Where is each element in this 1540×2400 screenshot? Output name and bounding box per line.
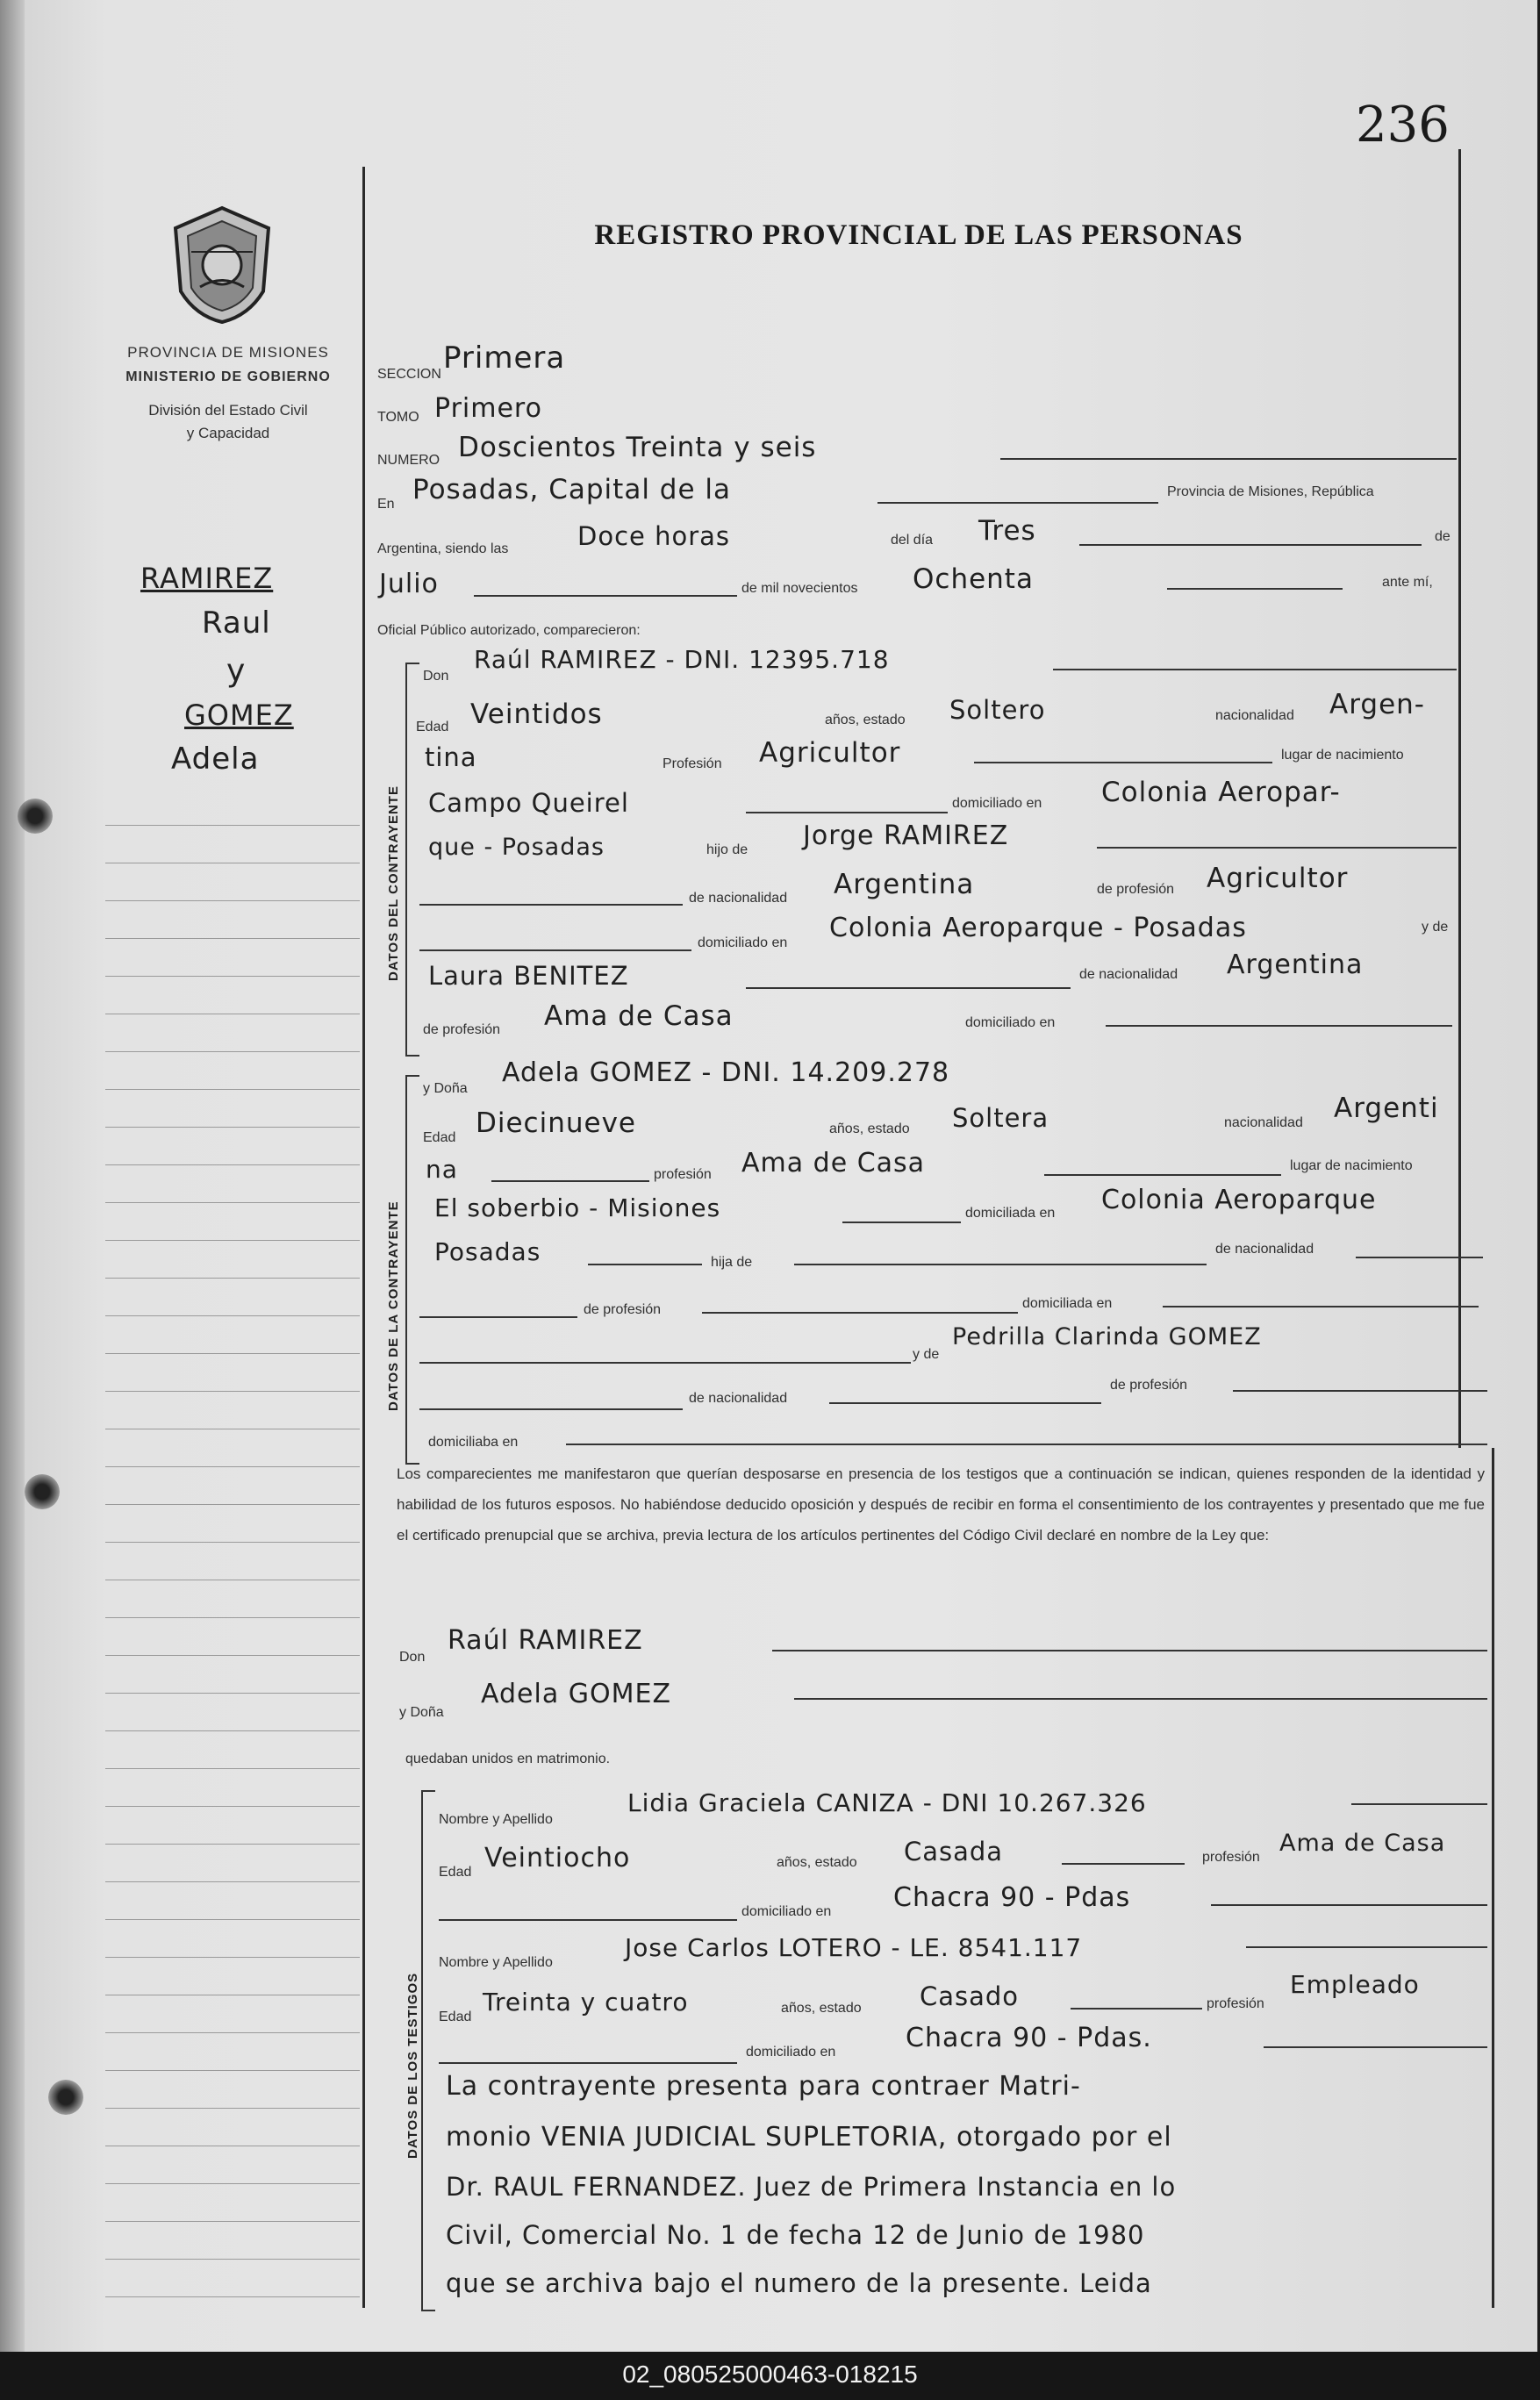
w2-profesion: Empleado (1290, 1970, 1420, 1999)
w2-dom-line-pre (439, 2062, 737, 2064)
margin-ruled-line (105, 900, 360, 901)
w2-dom-label: domiciliado en (746, 2045, 836, 2060)
footer-bar (0, 2352, 1540, 2400)
dona-final: Adela GOMEZ (481, 1679, 672, 1709)
groom-madre-nac: Argentina (1227, 949, 1364, 980)
groom-anos-label: años, estado (825, 713, 906, 727)
groom-edad-label: Edad (416, 720, 449, 734)
margin-ruled-line (105, 1542, 360, 1543)
groom-name-line (1053, 669, 1457, 670)
groom-y-de-label: y de (1422, 920, 1449, 935)
bride-madre: Pedrilla Clarinda GOMEZ (952, 1323, 1262, 1350)
groom-padre-prof-label: de profesión (1097, 882, 1175, 897)
bride-madre-dom-line (566, 1444, 1487, 1445)
division-label: División del Estado Civil (148, 402, 308, 419)
don-final-line (772, 1650, 1487, 1651)
groom-nac-2: tina (425, 742, 477, 772)
margin-ruled-line (105, 1693, 360, 1694)
w1-nombre-label: Nombre y Apellido (439, 1812, 553, 1827)
ante-mi-label: ante mí, (1382, 575, 1433, 590)
groom-domicilio-1: Colonia Aeropar- (1101, 777, 1341, 808)
w2-edad: Treinta y cuatro (483, 1988, 689, 2017)
bride-padre-prof-line2 (702, 1312, 1018, 1314)
bride-madre-prof-label: de profesión (1110, 1378, 1188, 1393)
margin-surname-1: RAMIREZ (140, 562, 274, 595)
oficial-label: Oficial Público autorizado, comparecieron: (377, 623, 641, 638)
margin-ruled-line (105, 1466, 360, 1467)
groom-padre-nac-line (419, 904, 683, 906)
margin-ruled-line (105, 938, 360, 939)
registry-title: REGISTRO PROVINCIAL DE LAS PERSONAS (594, 219, 1243, 251)
margin-name-2: Adela (171, 741, 260, 777)
bride-padre-prof-line (419, 1316, 577, 1318)
groom-hijo-label: hijo de (706, 842, 749, 857)
w2-nombre: Jose Carlos LOTERO - LE. 8541.117 (625, 1933, 1083, 1962)
margin-ruled-line (105, 1919, 360, 1920)
groom-estado: Soltero (949, 695, 1046, 725)
margin-ruled-line (105, 2259, 360, 2260)
bride-madre-line-pre (419, 1362, 911, 1364)
lugar-line (877, 502, 1158, 504)
w2-edad-label: Edad (439, 2010, 472, 2024)
groom-name: Raúl RAMIREZ - DNI. 12395.718 (474, 645, 890, 674)
w1-dom-line (1211, 1904, 1487, 1906)
w2-anos-label: años, estado (781, 2001, 862, 2016)
tomo-label: TOMO (377, 410, 419, 425)
margin-ruled-line (105, 1240, 360, 1241)
punch-hole (18, 799, 53, 834)
margin-ruled-line (105, 1617, 360, 1618)
w1-estado: Casada (904, 1837, 1004, 1866)
bride-edad: Diecinueve (476, 1107, 636, 1139)
image-code: 02_080525000463-018215 (622, 2361, 918, 2388)
margin-ruled-line (105, 1655, 360, 1656)
dia-line (1079, 544, 1422, 546)
bride-padre-dom-line (1163, 1306, 1479, 1307)
bride-nac-1: Argenti (1334, 1093, 1439, 1124)
witnesses-section-label: DATOS DE LOS TESTIGOS (405, 1972, 420, 2159)
margin-ruled-line (105, 2221, 360, 2222)
del-dia-label: del día (891, 533, 934, 548)
groom-domicilio-2: que - Posadas (428, 834, 605, 861)
groom-section-label: DATOS DEL CONTRAYENTE (386, 785, 401, 981)
groom-profesion: Agricultor (759, 737, 901, 769)
groom-lugar-nac: Campo Queirel (428, 788, 629, 818)
groom-padre-nac-label: de nacionalidad (689, 891, 788, 906)
w1-nombre: Lidia Graciela CANIZA - DNI 10.267.326 (627, 1788, 1147, 1817)
argentina-siendo-label: Argentina, siendo las (377, 541, 509, 556)
groom-padre-dom: Colonia Aeroparque - Posadas (829, 913, 1247, 943)
groom-padre: Jorge RAMIREZ (803, 820, 1009, 851)
bride-nac-label: nacionalidad (1224, 1115, 1303, 1130)
margin-ruled-line (105, 1315, 360, 1316)
margin-ruled-line (105, 825, 360, 826)
margin-ruled-line (105, 2183, 360, 2184)
don-label: Don (423, 669, 449, 684)
tomo-value: Primero (434, 393, 542, 424)
margin-ruled-line (105, 1768, 360, 1769)
margin-ruled-line (105, 1391, 360, 1392)
provincia-label: Provincia de Misiones, República (1167, 484, 1374, 499)
w1-domicilio: Chacra 90 - Pdas (893, 1882, 1131, 1913)
w1-estado-line (1062, 1863, 1185, 1865)
groom-madre-prof: Ama de Casa (544, 1000, 734, 1032)
note-line-4: Civil, Comercial No. 1 de fecha 12 de Junio de 1980 (446, 2220, 1145, 2250)
groom-padre-line (1097, 847, 1457, 849)
groom-padre-nac: Argentina (834, 869, 975, 900)
bride-domiciliada-label: domiciliada en (965, 1206, 1056, 1221)
dona-final-line (794, 1698, 1487, 1700)
bride-padre-nac-label: de nacionalidad (1215, 1242, 1314, 1257)
margin-ruled-line (105, 1164, 360, 1165)
w1-prof-label: profesión (1202, 1850, 1260, 1865)
quedaban-label: quedaban unidos en matrimonio. (405, 1752, 611, 1766)
mes-value: Julio (379, 569, 439, 599)
horas-value: Doce horas (577, 521, 731, 551)
bride-edad-label: Edad (423, 1130, 456, 1145)
ministry-label: MINISTERIO DE GOBIERNO (125, 369, 331, 384)
bride-madre-nac-line2 (829, 1402, 1101, 1404)
bride-dom2-line (588, 1264, 702, 1265)
bride-madre-dom-label: domiciliaba en (428, 1435, 519, 1450)
margin-ruled-line (105, 2070, 360, 2071)
margin-ruled-line (105, 1051, 360, 1052)
numero-label: NUMERO (377, 453, 441, 468)
note-line-3: Dr. RAUL FERNANDEZ. Juez de Primera Instancia en lo (446, 2172, 1177, 2202)
w2-prof-label: profesión (1207, 1996, 1264, 2011)
bride-lugar-label: lugar de nacimiento (1290, 1158, 1413, 1173)
bride-lugar-line (842, 1221, 961, 1223)
w1-dom-line-pre (439, 1919, 737, 1921)
mes-line (474, 595, 737, 597)
groom-lugar-line (746, 812, 948, 813)
margin-ruled-line (105, 1353, 360, 1354)
margin-ruled-line (105, 2032, 360, 2033)
groom-madre-nac-label: de nacionalidad (1079, 967, 1178, 982)
groom-madre-line (746, 987, 1071, 989)
groom-madre-dom-label: domiciliado en (965, 1015, 1056, 1030)
province-seal-icon (165, 204, 279, 326)
bride-estado: Soltera (952, 1103, 1049, 1133)
w1-profesion: Ama de Casa (1279, 1830, 1446, 1857)
capacity-label: y Capacidad (186, 425, 270, 441)
margin-ruled-line (105, 976, 360, 977)
left-frame-line (362, 167, 365, 2308)
de-mil-label: de mil novecientos (741, 581, 858, 596)
w2-dom-line (1264, 2046, 1487, 2048)
bride-y-de-label: y de (913, 1347, 940, 1362)
w1-anos-label: años, estado (777, 1855, 857, 1870)
seccion-label: SECCION (377, 367, 441, 382)
bride-madre-nac-line (419, 1408, 683, 1410)
bride-padre-prof-label: de profesión (584, 1302, 662, 1317)
bride-domicilio-2: Posadas (434, 1237, 541, 1266)
page-number: 236 (1356, 97, 1450, 154)
groom-nac-label: nacionalidad (1215, 708, 1294, 723)
anio-value: Ochenta (913, 563, 1034, 595)
bride-padre-line (794, 1264, 1207, 1265)
bride-nac-2: na (426, 1155, 458, 1184)
groom-domiciliado-label: domiciliado en (952, 796, 1042, 811)
groom-padre-dom-line (419, 949, 691, 951)
anio-line (1167, 588, 1343, 590)
en-label: En (377, 497, 395, 512)
seccion-value: Primera (443, 340, 566, 376)
bride-name: Adela GOMEZ - DNI. 14.209.278 (502, 1057, 950, 1088)
bride-section-label: DATOS DE LA CONTRAYENTE (386, 1200, 401, 1411)
groom-padre-dom-label: domiciliado en (698, 935, 788, 950)
numero-value: Doscientos Treinta y seis (458, 432, 817, 463)
groom-lugar-label: lugar de nacimiento (1281, 748, 1404, 763)
bride-nac-line (491, 1180, 649, 1182)
groom-profesion-label: Profesión (663, 756, 722, 771)
w1-dom-label: domiciliado en (741, 1904, 832, 1919)
dona-label: y Doña (423, 1081, 468, 1096)
bride-madre-nac-label: de nacionalidad (689, 1391, 788, 1406)
numero-line (1000, 458, 1457, 460)
groom-madre-dom-line (1106, 1025, 1452, 1027)
w1-edad-label: Edad (439, 1865, 472, 1880)
punch-hole (25, 1474, 60, 1509)
groom-madre: Laura BENITEZ (428, 961, 629, 991)
margin-ruled-line (105, 1504, 360, 1505)
bride-profesion: Ama de Casa (741, 1148, 926, 1179)
groom-prof-line (974, 762, 1272, 763)
lugar-value: Posadas, Capital de la (412, 474, 731, 505)
groom-madre-prof-label: de profesión (423, 1022, 501, 1037)
w2-nombre-label: Nombre y Apellido (439, 1955, 553, 1970)
margin-ruled-line (105, 1806, 360, 1807)
bride-domicilio-1: Colonia Aeroparque (1101, 1185, 1377, 1215)
groom-padre-prof: Agricultor (1207, 863, 1349, 894)
bride-bracket (405, 1075, 419, 1465)
margin-ruled-line (105, 1278, 360, 1279)
margin-name-1: Raul (202, 605, 271, 641)
right-frame-line-lower (1492, 1448, 1494, 2308)
margin-ruled-line (105, 1957, 360, 1958)
dia-value: Tres (978, 515, 1036, 547)
note-line-1: La contrayente presenta para contraer Matri- (446, 2071, 1081, 2102)
de-label: de (1435, 529, 1450, 544)
margin-ruled-line (105, 1202, 360, 1203)
province-label: PROVINCIA DE MISIONES (127, 344, 329, 361)
w1-edad: Veintiocho (484, 1843, 631, 1873)
bride-prof-line (1044, 1174, 1281, 1176)
groom-nac-1: Argen- (1329, 689, 1425, 720)
binding-edge (0, 0, 25, 2352)
note-line-2: monio VENIA JUDICIAL SUPLETORIA, otorgado por el (446, 2122, 1172, 2153)
dona-final-label: y Doña (399, 1705, 444, 1720)
groom-edad: Veintidos (470, 699, 603, 730)
bride-padre-dom-label: domiciliada en (1022, 1296, 1113, 1311)
bride-anos-label: años, estado (829, 1121, 910, 1136)
don-final: Raúl RAMIREZ (448, 1625, 643, 1656)
bride-profesion-label: profesión (654, 1167, 712, 1182)
margin-conjunction: y (226, 653, 247, 689)
don-final-label: Don (399, 1650, 426, 1665)
w2-estado: Casado (920, 1981, 1020, 2011)
right-frame-line (1458, 149, 1461, 1448)
bride-padre-nac-line (1356, 1257, 1483, 1258)
w2-estado-line (1071, 2008, 1202, 2010)
punch-hole (48, 2080, 83, 2115)
bride-lugar-nac: El soberbio - Misiones (434, 1193, 721, 1222)
margin-ruled-line (105, 1127, 360, 1128)
margin-ruled-line (105, 2108, 360, 2109)
bride-hija-label: hija de (711, 1255, 753, 1270)
note-line-5: que se archiva bajo el numero de la presente. Leida (446, 2268, 1152, 2298)
margin-ruled-line (105, 2296, 360, 2297)
declaration-paragraph: Los comparecientes me manifestaron que querían desposarse en presencia de los testigos que a continuación se indican, quienes responden de la identidad y habilidad de los futuros esposos. No habiéndose deducido oposición y después de recibir en forma el consentimiento de los contrayentes y presentado que me fue el certificado prenupcial que se archiva, previa lectura de los artículos pertinentes del Código Civil declaré en nombre de la Ley que: (397, 1465, 1485, 1544)
margin-ruled-line (105, 1844, 360, 1845)
w1-nombre-line (1351, 1803, 1487, 1805)
witnesses-bracket (421, 1790, 435, 2311)
margin-ruled-line (105, 1881, 360, 1882)
bride-madre-prof-line (1233, 1390, 1487, 1392)
w2-domicilio: Chacra 90 - Pdas. (906, 2023, 1152, 2053)
margin-ruled-line (105, 1089, 360, 1090)
margin-surname-2: GOMEZ (184, 699, 294, 732)
margin-ruled-line (105, 1730, 360, 1731)
w2-nombre-line (1246, 1946, 1487, 1948)
